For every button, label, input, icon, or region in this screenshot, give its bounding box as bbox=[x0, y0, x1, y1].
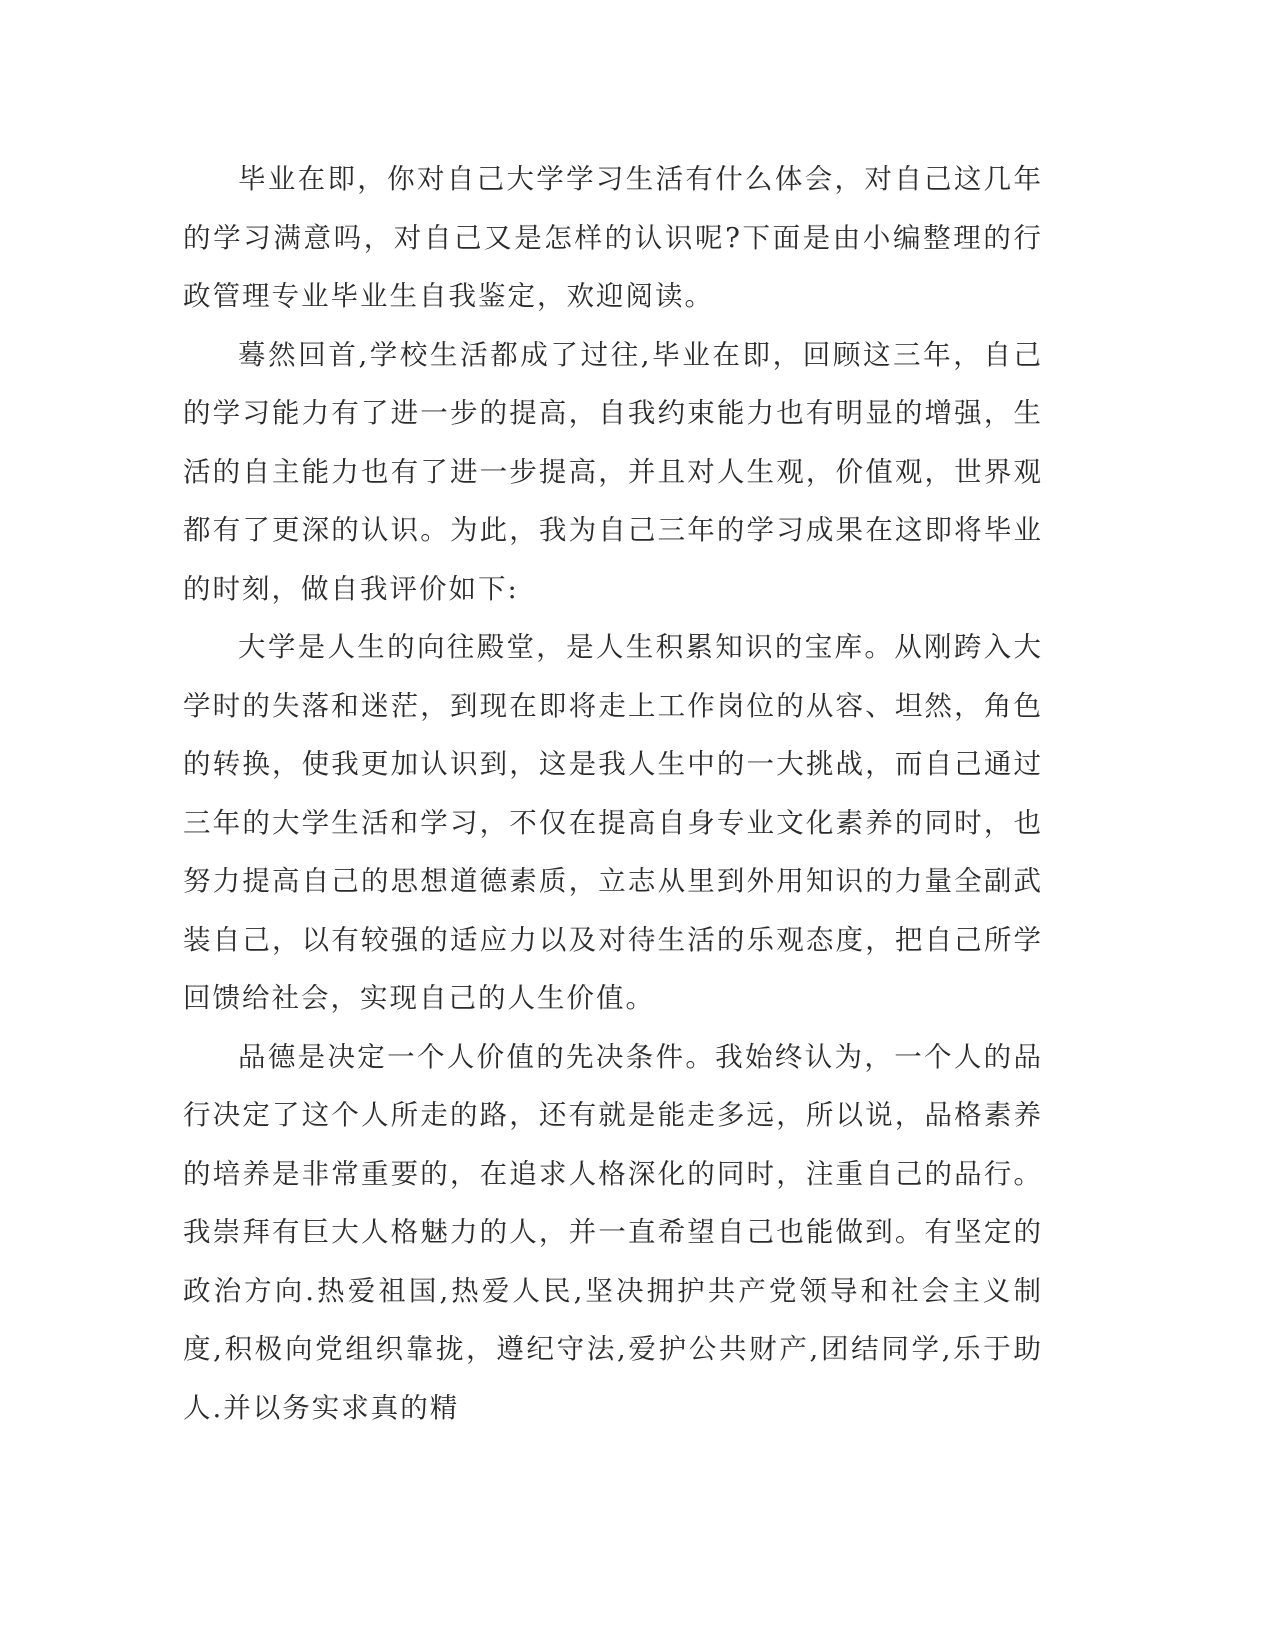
document-body bbox=[183, 150, 1043, 1437]
paragraph-intro: 毕业在即，你对自己大学学习生活有什么体会，对自己这几年的学习满意吗，对自己又是怎样的认识呢?下面是由小编整理的行政管理专业毕业生自我鉴定，欢迎阅读。 bbox=[183, 163, 1043, 312]
paragraph-university: 大学是人生的向往殿堂，是人生积累知识的宝库。从刚跨入大学时的失落和迷茫，到现在即将走上工作岗位的从容、坦然，角色的转换，使我更加认识到，这是我人生中的一大挑战，而自己通过三年的大学生活和学习，不仅在提高自身专业文化素养的同时，也努力提高自己的思想道德素质，立志从里到外用知识的力量全副武装自己，以有较强的适应力以及对待生活的乐观态度，把自己所学回馈给社会，实现自己的人生价值。 bbox=[183, 631, 1043, 1014]
paragraph-review: 蓦然回首,学校生活都成了过往,毕业在即，回顾这三年，自己的学习能力有了进一步的提高，自我约束能力也有明显的增强，生活的自主能力也有了进一步提高，并且对人生观，价值观，世界观都有了更深的认识。为此，我为自己三年的学习成果在这即将毕业的时刻，做自我评价如下: bbox=[183, 338, 1043, 605]
paragraph-character: 品德是决定一个人价值的先决条件。我始终认为，一个人的品行决定了这个人所走的路，还有就是能走多远，所以说，品格素养的培养是非常重要的，在追求人格深化的同时，注重自己的品行。我崇拜有巨大人格魅力的人，并一直希望自己也能做到。有坚定的政治方向.热爱祖国,热爱人民,坚决拥护共产党领导和社会主义制度,积极向党组织靠拢，遵纪守法,爱护公共财产,团结同学,乐于助人.并以务实求真的精 bbox=[183, 1040, 1043, 1424]
